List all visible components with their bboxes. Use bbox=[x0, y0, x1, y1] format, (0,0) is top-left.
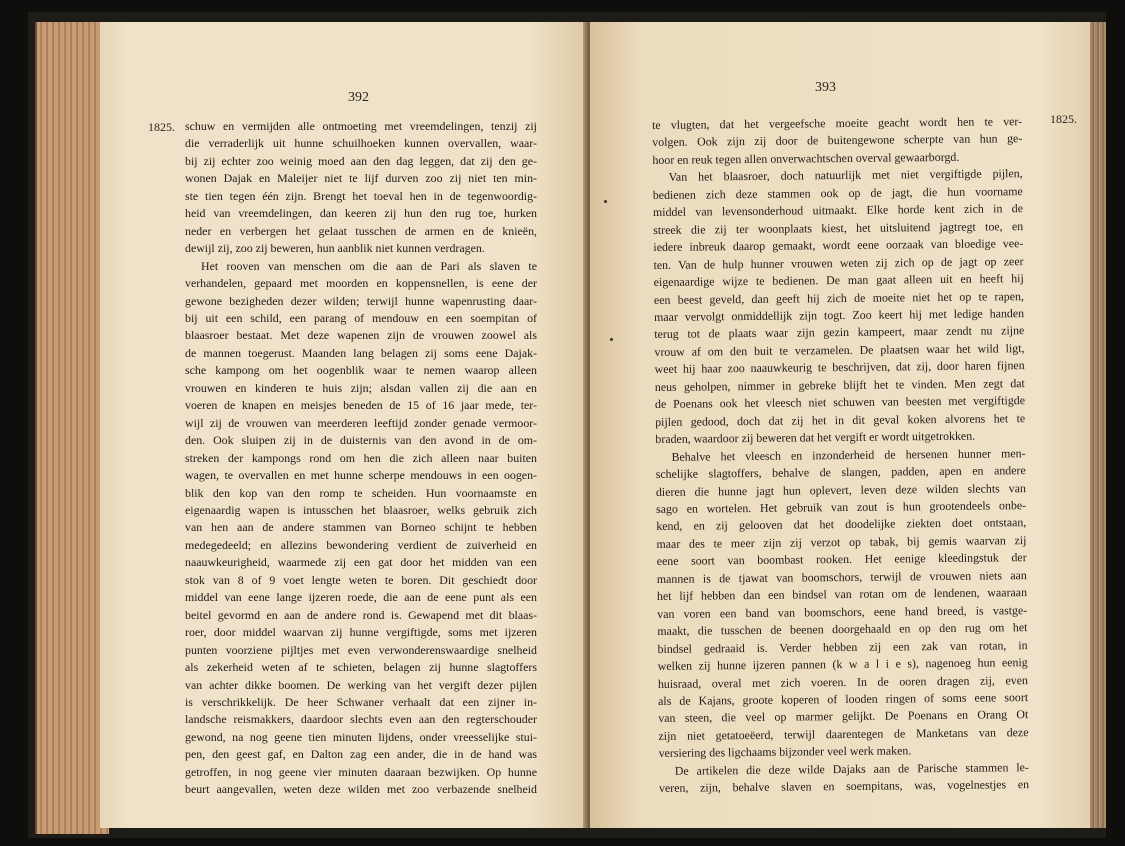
text-line: versiering des ligchaams bijzonder veel werk maken. bbox=[658, 743, 912, 761]
text-line: naauwkeurigheid, waarmede zij een gat door het midden van een bbox=[185, 555, 537, 570]
text-line: stok van 8 of 9 voet lengte weten te boren. Dit geschiedt door bbox=[185, 572, 537, 587]
text-line: eene soort van boombast rooken. Het eenige kleedingstuk der bbox=[656, 550, 1027, 569]
text-line: ste tien tegen één zijn. Brengt het toeval hen in de tegenwoordig- bbox=[185, 188, 537, 203]
text-line: neus geholpen, nimmer in gebreke blijft het te vinden. Men zegt dat bbox=[654, 375, 1025, 394]
text-line: blaasroer bestaat. Met deze wapenen zijn de vrouwen zoowel als bbox=[185, 328, 537, 343]
text-line: eigenaardig wapen is intusschen het blaasroer, welks gebruik zich bbox=[185, 502, 537, 517]
text-line: eigenaardige wijze te bedienen. De man gaat alleen uit en heeft hij bbox=[653, 271, 1024, 290]
text-line: huisraad, overal met zich voeren. In de ooren dragen zij, even bbox=[657, 672, 1028, 691]
text-line: gewone bezigheden dezer wilden; terwijl hunne wapenrusting daar- bbox=[185, 293, 537, 308]
text-line: streek die zij ter woonplaats kiest, het uitsluitend jagtregt toe, en bbox=[653, 218, 1024, 237]
text-line: bij uit een schild, een parang of mendouw en een soempitan of bbox=[185, 310, 537, 325]
right-page bbox=[590, 22, 1090, 828]
text-line: als de Kajans, groote koperen of looden ringen of soms eene soort bbox=[658, 690, 1029, 708]
text-line: vrouw af om den buit te verzamelen. De plaatsen waar het wild ligt, bbox=[654, 341, 1025, 359]
text-line: schuw en vermijden alle ontmoeting met vreemdelingen, tenzij zij bbox=[185, 119, 537, 133]
text-line: Van het blaasroer, doch natuurlijk met niet vergiftigde pijlen, bbox=[668, 166, 1023, 185]
text-line: middel van eene lange ijzeren roede, die aan de eene punt als een bbox=[185, 590, 537, 605]
text-line: braden, waardoor zij beweren dat het vergift er wordt uitgetrokken. bbox=[655, 428, 976, 447]
text-line: middel van levensonderhoud uitmaakt. Elke horde kent zich in de bbox=[652, 201, 1024, 220]
text-line: die verraderlijk uit hunne schuilhoeken kunnen overvallen, waar- bbox=[185, 136, 537, 151]
text-line: pen, den geest gaf, en Dalton zag een ander, die in de hand was bbox=[185, 747, 537, 762]
text-line: van achter dikke boomen. De werking van het vergift dezer pijlen bbox=[185, 677, 537, 692]
text-line: gewond, na nog geene tien minuten lijdens, onder vreesselijke stui- bbox=[185, 729, 537, 744]
margin-year: 1825. bbox=[1050, 112, 1077, 126]
text-line: van hen aan de andere stammen van Borneo schijnt te hebben bbox=[185, 520, 537, 535]
text-line: maar vervolgt onmiddellijk zijn togt. Zoo keert hij met ledige handen bbox=[654, 306, 1025, 324]
text-line: hoor en reuk tegen allen onverwachtschen overval gewaarborgd. bbox=[652, 149, 960, 167]
margin-year: 1825. bbox=[148, 120, 175, 134]
text-line: voeren de knapen en meisjes beneden de 15 of 16 jaar mede, ter- bbox=[185, 398, 537, 413]
text-line: landsche reismakkers, daardoor slechts even aan den regterschouder bbox=[185, 712, 537, 727]
text-line: schelijke slagtoffers, behalve de slangen, padden, apen en andere bbox=[655, 463, 1026, 482]
text-line: van steen, die veel op marmer gelijkt. De Poenans en Orang Ot bbox=[658, 707, 1029, 726]
text-line: als zekerheid weten af te schieten, belagen zij hunne slagtoffers bbox=[185, 660, 537, 675]
text-line: bedienen zich deze stammen ook op de jagt, die hun voorname bbox=[652, 183, 1023, 202]
text-line: Behalve het vleesch en inzonderheid de hersenen hunner men- bbox=[671, 445, 1026, 464]
text-line: kend, en zij gelooven dat het doodelijke ziekten doet ontstaan, bbox=[656, 515, 1027, 534]
text-line: bindsel gedraaid is. Verder hebben zij een zak van rotan, in bbox=[657, 637, 1028, 656]
text-line: een beest geveld, dan geeft hij zich de moeite niet het op te rapen, bbox=[653, 288, 1024, 307]
text-line: beurt aangevallen, weten deze wilden met zoo verbazende snelheid bbox=[185, 782, 537, 797]
text-line: sche kampong om het oogenblik waar te nemen waarop alleen bbox=[185, 363, 537, 378]
text-line: roer, door middel waarvan zij hunne vergiftigde, soms met ijzeren bbox=[185, 625, 537, 640]
text-line: punten voorziene pijltjes met even verwonderenswaardige snelheid bbox=[185, 642, 537, 657]
text-line: is verschrikkelijk. De heer Schwaner verhaalt dat een zijner in- bbox=[185, 694, 537, 709]
page-number: 392 bbox=[348, 90, 369, 105]
text-line: het lijf hebben dan een bindsel van rotan om de lendenen, waaraan bbox=[656, 585, 1028, 604]
text-line: streken der kampongs rond om hen die zich alleen naar buiten bbox=[185, 450, 537, 465]
page-number: 393 bbox=[815, 80, 836, 95]
text-line: getroffen, in nog geene vier minuten daaraan bezwijken. Op hunne bbox=[185, 764, 537, 779]
text-line: wagen, te overvallen en met hunne scherpe mendouws in een oogen- bbox=[185, 468, 537, 483]
text-line: Het rooven van menschen om die aan de Pari als slaven te bbox=[201, 258, 537, 273]
margin-mark bbox=[610, 338, 613, 341]
page-edges-left bbox=[35, 22, 109, 834]
text-line: verhandelen, gepaard met moorden en koppensnellen, is eene der bbox=[185, 276, 537, 291]
text-line: wijl zij de vrouwen van meerderen leeftijd zonder genade vermoor- bbox=[185, 415, 537, 430]
text-line: de Poenans ook het vleesch niet schuwen van beesten met vergiftigde bbox=[654, 393, 1026, 412]
text-line: den. Ook sluipen zij in de duisternis van den avond in de om- bbox=[185, 433, 537, 448]
text-line: blik den kop van den romp te scheiden. Hun voornaamste en bbox=[185, 485, 537, 500]
text-line: van voren een band van boomschors, eene hand breed, is vastge- bbox=[657, 602, 1028, 621]
text-line: terug tot de plaats waar zijn gezin kampeert, maar zendt nu zijne bbox=[654, 323, 1025, 342]
text-line: iedere inbreuk daarop gemaakt, wordt eene oorzaak van bloedige vee- bbox=[653, 236, 1024, 255]
text-line: dewijl zij, zoo zij beweren, hun aanblik niet kunnen verdragen. bbox=[185, 241, 485, 256]
text-line: heid van vreemdelingen, dan keeren zij hun den rug toe, hurken bbox=[185, 206, 537, 221]
left-page bbox=[100, 22, 586, 828]
text-line: zijn niet getatoeëerd, terwijl daarentegen de Manketans van deze bbox=[658, 724, 1029, 743]
text-line: maar des te meer zijn zij verzot op tabak, bij gemis waarvan zij bbox=[656, 532, 1027, 551]
text-line: sago en wortelen. Het gebruik van zout is hun grootendeels onbe- bbox=[656, 498, 1027, 516]
margin-mark bbox=[604, 200, 607, 203]
text-line: mannen is de tjawat van boomschors, terwijl de vrouwen niets aan bbox=[656, 567, 1027, 586]
text-line: beitel gevormd en aan de andere rond is. Gewapend met dit blaas- bbox=[185, 607, 537, 622]
text-line: de mannen toegerust. Maanden lang belagen zij soms eene Dajak- bbox=[185, 345, 537, 360]
text-line: De artikelen die deze wilde Dajaks aan de Parische stammen le- bbox=[674, 759, 1029, 778]
text-line: veren, zijn, behalve slaven en soempitans, was, vogelnestjes en bbox=[658, 777, 1030, 796]
body-text bbox=[185, 118, 537, 799]
text-line: weet hij haar zoo naauwkeurig te beschrijven, dat zij, door haren fijnen bbox=[654, 358, 1025, 377]
text-line: maakt, die tusschen de beenen doorgehaald en op den rug om het bbox=[657, 620, 1028, 639]
text-line: dieren die hunne jagt hun oplevert, leven deze wilden slechts van bbox=[655, 480, 1026, 499]
text-line: pijlen gedood, doch dat zij het in dit geval koken alvorens het te bbox=[655, 410, 1026, 429]
text-line: volgen. Ook zijn zij door de buitengewone scherpte van hun ge- bbox=[652, 131, 1023, 150]
text-line: wonen Dajak en Maleijer niet te lijf durven zoo zij niet ten min- bbox=[185, 171, 537, 186]
text-line: te vlugten, dat het vergeefsche moeite geacht wordt hen te ver- bbox=[652, 114, 1023, 132]
text-line: ten. Van de hulp hunner vrouwen weten zij zich op de jagt op zeer bbox=[653, 253, 1024, 272]
text-line: neder en verbergen het gelaat tusschen de armen en de knieën, bbox=[185, 223, 537, 238]
body-text bbox=[652, 113, 1029, 798]
text-line: welken zij hunne ijzeren pannen (k w a l i e s), nagenoeg hun eenig bbox=[657, 655, 1028, 674]
page-edges-right bbox=[1090, 22, 1106, 828]
text-line: bij zij echter zoo weinig moed aan den dag leggen, dat zij den ge- bbox=[185, 153, 537, 168]
text-line: medegedeeld; en allezins bewondering verdient de zuiverheid en bbox=[185, 537, 537, 552]
text-line: vrouwen en kinderen te huis zijn; alsdan vallen zij die aan en bbox=[185, 380, 537, 395]
